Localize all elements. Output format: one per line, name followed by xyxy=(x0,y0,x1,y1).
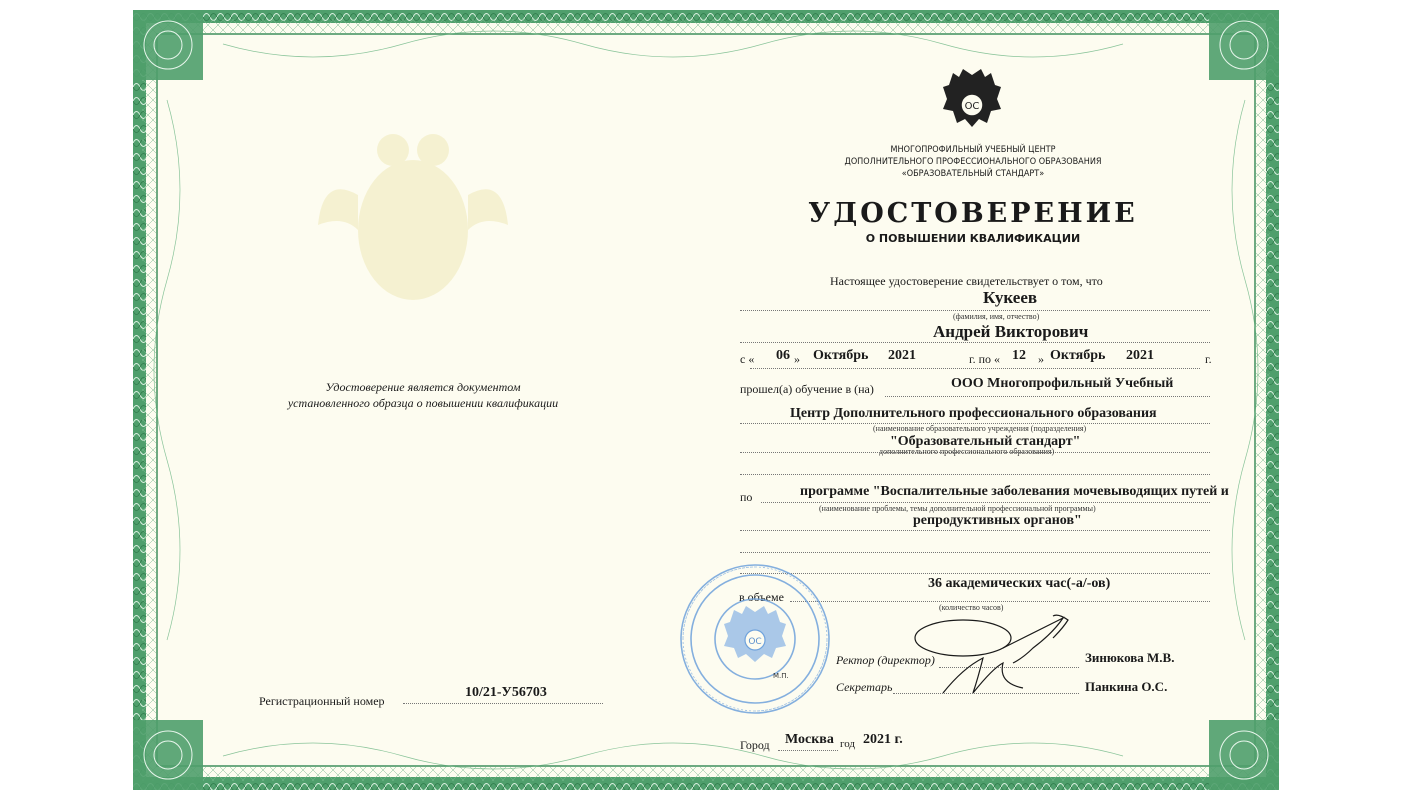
period-from-month: Октябрь xyxy=(813,348,869,363)
surname-line xyxy=(740,310,1210,311)
rector-name: Зинюкова М.В. xyxy=(1085,650,1175,665)
institution-hint-2: дополнительного профессионального образования) xyxy=(879,447,1055,456)
rector-label: Ректор (директор) xyxy=(836,653,935,667)
volume-value: 36 академических час(-а/-ов) xyxy=(928,576,1111,591)
institution-hint-1: (наименование образовательного учреждения (подразделения) xyxy=(873,424,1087,433)
period-mid: г. по « xyxy=(969,352,1000,366)
period-line xyxy=(750,368,1200,369)
period-from-quote: » xyxy=(794,352,800,366)
org-line-2: ДОПОЛНИТЕЛЬНОГО ПРОФЕССИОНАЛЬНОГО ОБРАЗОВАНИЯ xyxy=(844,157,1102,167)
period-to-month: Октябрь xyxy=(1050,348,1106,363)
secretary-label: Секретарь xyxy=(836,680,893,694)
institution-line-2: Центр Дополнительного профессионального образования xyxy=(790,406,1157,421)
city-rule xyxy=(778,750,838,751)
period-from-day: 06 xyxy=(776,348,790,363)
program-line-2-rule xyxy=(740,530,1210,531)
volume-hint: (количество часов) xyxy=(939,603,1004,612)
institution-line-1: ООО Многопрофильный Учебный xyxy=(951,376,1174,391)
volume-rule xyxy=(790,601,1210,602)
left-note xyxy=(258,379,588,411)
svg-text:М.П.: М.П. xyxy=(773,672,789,680)
institution-label: прошел(а) обучение в (на) xyxy=(740,382,874,396)
eagle-emblem-icon xyxy=(941,65,1003,140)
svg-text:ОС: ОС xyxy=(964,101,980,112)
institution-line-3: "Образовательный стандарт" xyxy=(890,434,1081,449)
intro-text: Настоящее удостоверение свидетельствует о том, что xyxy=(830,274,1103,288)
certificate-sheet xyxy=(133,10,1279,790)
volume-label: в объеме xyxy=(739,590,784,604)
surname-value: Кукеев xyxy=(983,288,1038,307)
signature-scribble xyxy=(903,608,1083,698)
name-line xyxy=(740,342,1210,343)
period-to-year: 2021 xyxy=(1126,348,1154,363)
year-value: 2021 г. xyxy=(863,732,903,747)
period-from-year: 2021 xyxy=(888,348,916,363)
watermark-eagle-icon xyxy=(313,115,513,335)
secretary-name: Панкина О.С. xyxy=(1085,679,1168,694)
program-line-1: программе "Воспалительные заболевания мочевыводящих путей и xyxy=(800,484,1229,499)
city-label: Город xyxy=(740,738,770,752)
institution-blank-rule xyxy=(740,474,1210,475)
program-blank-rule-1 xyxy=(740,552,1210,553)
document-subtitle: О ПОВЫШЕНИИ КВАЛИФИКАЦИИ xyxy=(865,232,1081,245)
institution-line-1-rule xyxy=(885,396,1210,397)
registration-rule xyxy=(403,703,603,704)
period-to-quote: » xyxy=(1038,352,1044,366)
registration-label: Регистрационный номер xyxy=(259,694,385,708)
period-from-prefix: с « xyxy=(740,352,755,366)
period-suffix: г. xyxy=(1205,352,1212,366)
document-title: УДОСТОВЕРЕНИЕ xyxy=(808,198,1138,229)
registration-number: 10/21-У56703 xyxy=(465,685,547,700)
left-note-line-1: Удостоверение является документом xyxy=(325,380,521,394)
svg-text:ОС: ОС xyxy=(748,637,762,647)
program-label: по xyxy=(740,490,753,504)
year-label: год xyxy=(840,738,856,750)
surname-hint: (фамилия, имя, отчество) xyxy=(953,312,1040,321)
period-to-day: 12 xyxy=(1012,348,1026,363)
round-stamp-icon xyxy=(678,562,833,717)
program-hint: (наименование проблемы, темы дополнительной профессиональной программы) xyxy=(819,504,1096,513)
name-value: Андрей Викторович xyxy=(933,322,1089,341)
org-line-3: «ОБРАЗОВАТЕЛЬНЫЙ СТАНДАРТ» xyxy=(901,169,1045,179)
city-value: Москва xyxy=(785,732,834,747)
organization-header xyxy=(823,144,1123,180)
org-line-1: МНОГОПРОФИЛЬНЫЙ УЧЕБНЫЙ ЦЕНТР xyxy=(890,145,1056,155)
program-line-2: репродуктивных органов" xyxy=(913,513,1082,528)
left-note-line-2: установленного образца о повышении квалификации xyxy=(287,396,559,410)
program-line-1-rule xyxy=(761,502,1210,503)
